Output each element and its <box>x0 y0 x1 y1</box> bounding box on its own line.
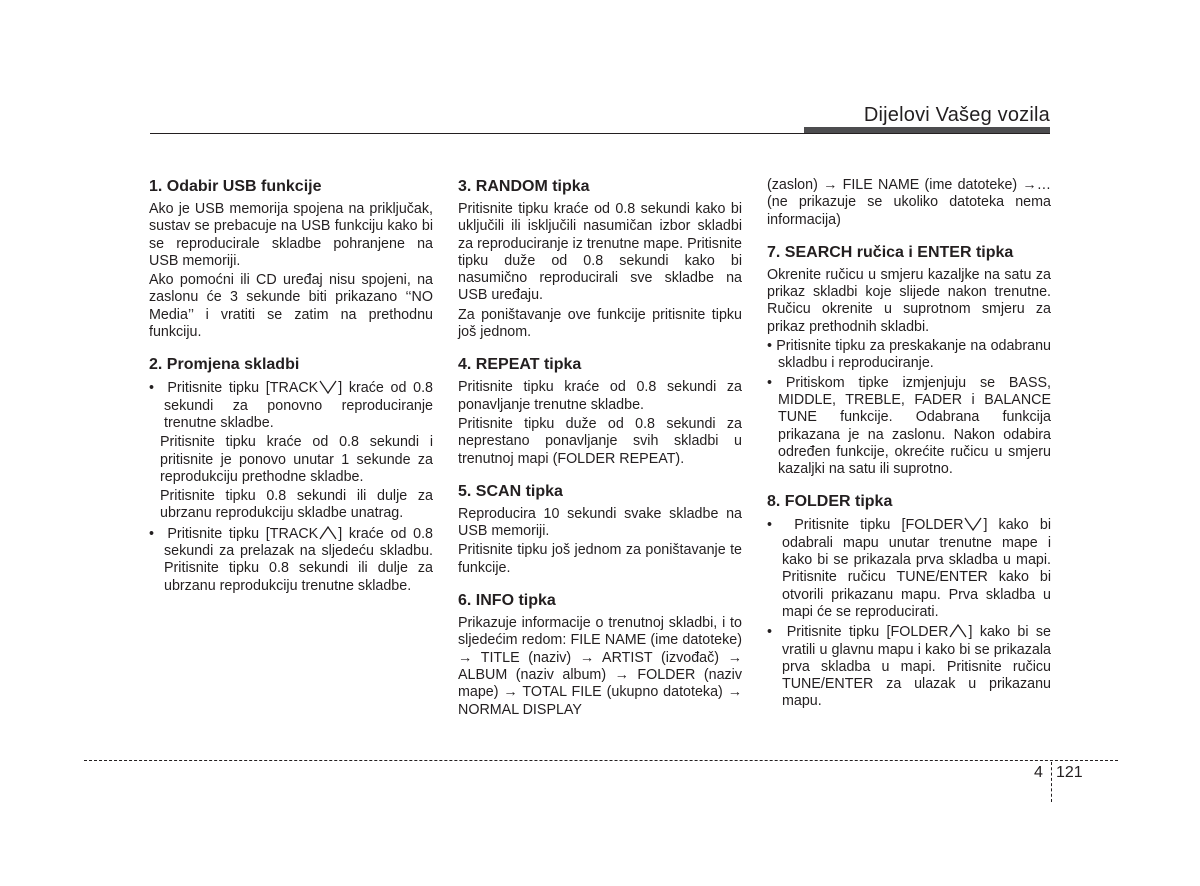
bullet-item: • Pritisnite tipku [FOLDER ] kako bi odabrali mapu unutar trenutne mape i kako bi se prikazala prva skladba u mapi. Pritisnite ručicu TUNE/ENTER kako bi otvorili prikazanu mapu. Prva skladba u mapi će se reproducirati. <box>767 517 1051 620</box>
bullet-text: Pritisnite tipku za preskakanje na odabranu skladbu i reproduciranje. <box>776 338 1051 372</box>
column-2 <box>458 177 742 733</box>
chapter-number: 4 <box>1034 764 1043 781</box>
section-title: 3. RANDOM tipka <box>458 178 590 195</box>
bullet-item: • Pritisnite tipku za preskakanje na odabranu skladbu i reproduciranje. <box>767 338 1051 372</box>
section-title: 2. Promjena skladbi <box>149 356 300 374</box>
section-title: 8. FOLDER tipka <box>767 493 893 511</box>
section-info <box>458 591 742 719</box>
bullet-text: Pritisnite tipku [TRACK <box>167 380 319 397</box>
bullet-item: • Pritiskom tipke izmjenjuju se BASS, MIDDLE, TREBLE, FADER i BALANCE TUNE funkcije. Odabrana funkcija prikazana je na zaslonu. Nakon odabira određen funkcije, okrećite ručicu u smjeru kazaljki na satu ili suprotno. <box>767 374 1051 478</box>
section-scan <box>458 482 742 577</box>
section-title: 6. INFO tipka <box>458 592 556 610</box>
section-info-continued <box>767 177 1051 229</box>
paragraph: Ako je USB memorija spojena na priključak, sustav se prebacuje na USB funkciju kako bi se reproducirale skladbe pohranjene na USB memoriji. <box>149 201 433 269</box>
section-search-enter <box>767 243 1051 479</box>
header-rule <box>150 133 1050 134</box>
chevron-down-icon <box>319 379 337 395</box>
page-header-title: Dijelovi Vašeg vozila <box>863 104 1050 126</box>
bullet-item: • Pritisnite tipku [TRACK ] kraće od 0.8 sekundi za ponovno reproduciranje trenutne skladbe. <box>149 380 433 431</box>
bullet-text: ] kraće od 0.8 sekundi za ponovno reproduciranje trenutne skladbe. <box>164 380 433 431</box>
chevron-down-icon <box>964 516 982 532</box>
section-repeat <box>458 355 742 467</box>
section-random <box>458 177 742 341</box>
bullet-text: Pritisnite tipku [TRACK <box>167 525 319 542</box>
paragraph: Pritisnite tipku još jednom za poništavanje te funkcije. <box>458 542 742 576</box>
bullet-item: • Pritisnite tipku [FOLDER ] kako bi se vratili u glavnu mapu i kako bi se prikazala prva skladba u mapi. Pritisnite ručicu TUNE/ENTER za ulazak u prikazanu mapu. <box>767 624 1051 710</box>
bullet-text: ] kraće od 0.8 sekundi za prelazak na sljedeću skladbu. Pritisnite tipku 0.8 sekundi ili dulje za ubrzanu reprodukciju trenutne skladbe. <box>164 525 433 594</box>
footer-rule <box>84 760 1118 761</box>
paragraph: Ako pomoćni ili CD uređaj nisu spojeni, na zaslonu će 3 sekunde biti prikazano ‘‘NO Media’’ i vratiti se zatim na prethodnu funkciju. <box>149 272 433 341</box>
bullet-text: ] kako bi se vratili u glavnu mapu i kako bi se prikazala prva skladba u mapi. Pritisnite ručicu TUNE/ENTER za ulazak u prikazanu mapu. <box>782 624 1051 710</box>
footer-divider <box>1051 762 1052 802</box>
section-track-change <box>149 355 433 595</box>
section-title: 7. SEARCH ručica i ENTER tipka <box>767 243 1014 261</box>
paragraph: Pritisnite tipku kraće od 0.8 sekundi za ponavljanje trenutne skladbe. <box>458 379 742 413</box>
paragraph: Pritisnite tipku kraće od 0.8 sekundi kako bi uključili ili isključili nasumičan izbor skladbi za reproduciranje iz trenutne mape. Pritisnite tipku duže od 0.8 sekundi kako bi nasumično reproducirali sve skladbe na USB uređaju. <box>458 201 742 304</box>
section-title: 5. SCAN tipka <box>458 482 563 500</box>
paragraph: Prikazuje informacije o trenutnoj skladbi, i to sljedećim redom: FILE NAME (ime datoteke) → TITLE (naziv) → ARTIST (izvođač) → ALBUM (naziv album) → FOLDER (naziv mape) → TOTAL FILE (ukupno datoteka) → NORMAL DISPLAY <box>458 615 742 718</box>
paragraph: Pritisnite tipku duže od 0.8 sekundi za neprestano ponavljanje svih skladbi u trenutnoj mapi (FOLDER REPEAT). <box>458 415 742 467</box>
paragraph: (zaslon) → FILE NAME (ime datoteke) →… (ne prikazuje se ukoliko datoteka nema informacija) <box>767 177 1051 228</box>
chevron-up-icon <box>319 525 337 541</box>
bullet-text: Pritisnite tipku [FOLDER <box>794 517 964 534</box>
bullet-continuation: Pritisnite tipku 0.8 sekundi ili dulje za ubrzanu reprodukciju skladbe unatrag. <box>160 488 433 522</box>
section-title: 1. Odabir USB funkcije <box>149 178 322 195</box>
bullet-text: Pritiskom tipke izmjenjuju se BASS, MIDDLE, TREBLE, FADER i BALANCE TUNE funkcije. Odabrana funkcija prikazana je na zaslonu. Nakon odabira određen funkcije, okrećite ručicu u smjeru kazaljki na satu ili suprotno. <box>778 374 1051 478</box>
column-3 <box>767 177 1051 725</box>
bullet-item: • Pritisnite tipku [TRACK ] kraće od 0.8 sekundi za prelazak na sljedeću skladbu. Pritisnite tipku 0.8 sekundi ili dulje za ubrzanu reprodukciju trenutne skladbe. <box>149 525 433 594</box>
bullet-continuation: Pritisnite tipku kraće od 0.8 sekundi i pritisnite je ponovo unutar 1 sekunde za reprodukciju prethodne skladbe. <box>160 434 433 485</box>
paragraph: Za poništavanje ove funkcije pritisnite tipku još jednom. <box>458 306 742 341</box>
bullet-text: Pritisnite tipku [FOLDER <box>786 624 949 641</box>
paragraph: Reproducira 10 sekundi svake skladbe na USB memoriji. <box>458 505 742 540</box>
bullet-text: ] kako bi odabrali mapu unutar trenutne mape i kako bi se prikazala prva skladba u mapi. Pritisnite ručicu TUNE/ENTER kako bi otvorili prikazanu mapu. Prva skladba u mapi će se reproducirati. <box>782 517 1051 620</box>
column-1 <box>149 177 433 609</box>
section-folder <box>767 492 1051 710</box>
section-usb-function <box>149 177 433 341</box>
chevron-up-icon <box>949 623 967 639</box>
page-number: 121 <box>1056 764 1083 781</box>
section-title: 4. REPEAT tipka <box>458 356 582 374</box>
paragraph: Okrenite ručicu u smjeru kazaljke na satu za prikaz skladbi koje slijede nakon trenutne. Ručicu okrenite u suprotnom smjeru za prikaz prethodnih skladbi. <box>767 266 1051 335</box>
